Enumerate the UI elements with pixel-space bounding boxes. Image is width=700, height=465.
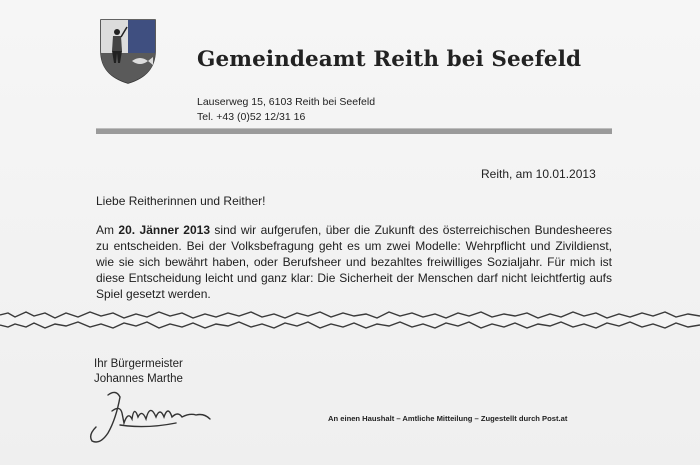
- vote-date: 20. Jänner 2013: [118, 223, 210, 237]
- handwritten-signature: [86, 383, 226, 449]
- signatory-name: Johannes Marthe: [94, 373, 183, 385]
- torn-paper-edge: [0, 303, 700, 337]
- header-divider: [96, 128, 612, 134]
- coat-of-arms-logo: [98, 17, 158, 85]
- signatory-title: Ihr Bürgermeister: [94, 358, 183, 370]
- postal-notice: An einen Haushalt – Amtliche Mitteilung – Zugestellt durch Post.at: [328, 414, 568, 423]
- address-street: Lauserweg 15, 6103 Reith bei Seefeld: [197, 96, 376, 108]
- address-phone: Tel. +43 (0)52 12/31 16: [197, 111, 306, 123]
- body-text-rest: sind wir aufgerufen, über die Zukunft des österreichischen Bundesheeres zu entscheiden. Bei der Volksbefragung geht es um zwei Modelle: Wehrpflicht und Zivildienst, wie sie sich bewährt haben, oder Berufsheer und bezahltes freiwilliges Sozialjahr. Für mich ist diese Entscheidung leicht und ganz klar: Die Sicherheit der Menschen darf nicht leichtfertig aufs Spiel gesetzt werden.: [96, 223, 612, 301]
- body-intro: Am: [96, 223, 119, 237]
- letter-body: [96, 222, 612, 302]
- place-date: Reith, am 10.01.2013: [481, 167, 596, 181]
- salutation: Liebe Reitherinnen und Reither!: [96, 194, 266, 208]
- organization-title: Gemeindeamt Reith bei Seefeld: [197, 47, 582, 72]
